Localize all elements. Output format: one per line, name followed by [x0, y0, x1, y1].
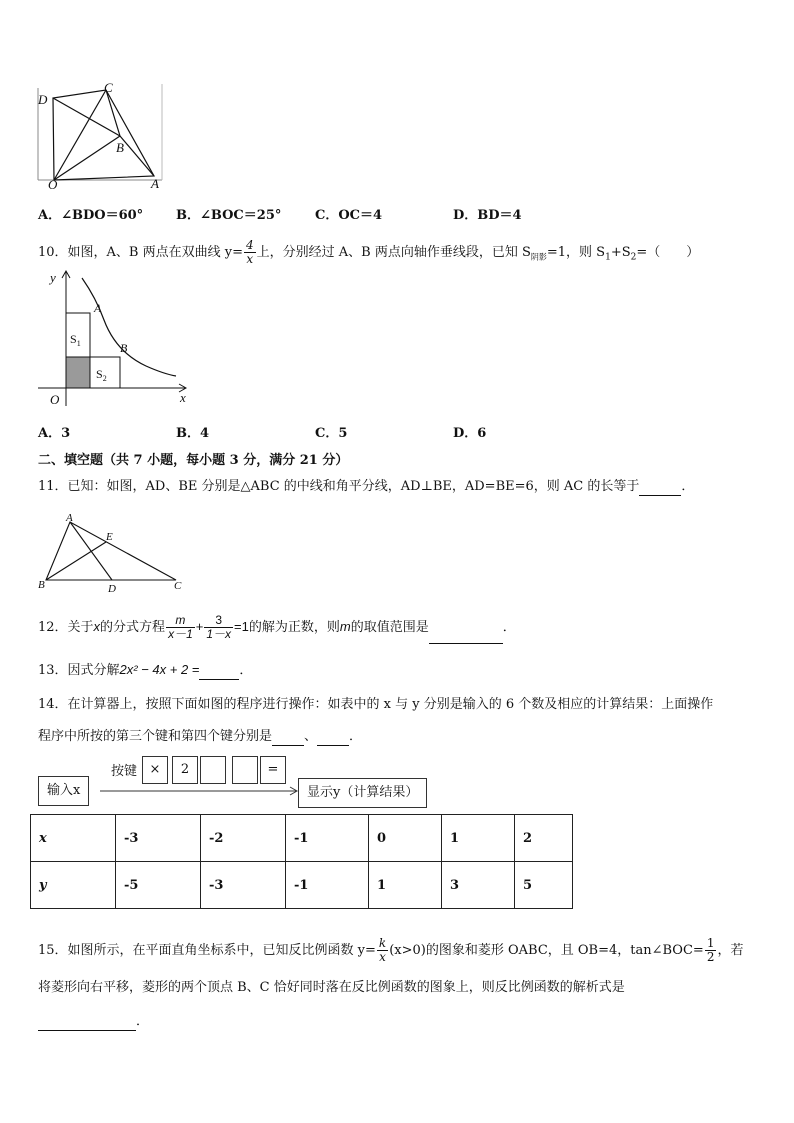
- q10-number: 10．: [38, 245, 68, 260]
- q14-line-1: 14．在计算器上，按照下面如图的程序进行操作：如表中的 x 与 y 分别是输入的 6 个数及相应的计算结果：上面操作: [38, 697, 714, 712]
- q14-y-cell: 5: [515, 862, 573, 909]
- q14-row-y: [31, 862, 573, 909]
- q14-x-cell: 1: [442, 815, 515, 862]
- q14-end: ．: [349, 729, 363, 744]
- q14-x-cell: -2: [201, 815, 286, 862]
- q15-fraction-tan: [705, 937, 717, 964]
- q14-answer-blank-1[interactable]: [272, 729, 304, 746]
- q12-text-b: 的分式方程: [100, 620, 166, 635]
- q9-option-a: A．∠BDO＝60°: [38, 208, 144, 223]
- q14-x-label: x: [31, 815, 116, 862]
- q10-option-c: C．5: [315, 426, 348, 441]
- q11-label-b: B: [38, 579, 45, 591]
- q10-frac-num: 4: [246, 238, 254, 252]
- q14-y-cell: -5: [116, 862, 201, 909]
- q9-option-c: C．OC＝4: [315, 208, 383, 223]
- q14-program-diagram: [38, 756, 468, 812]
- q10-label-o: O: [50, 392, 60, 407]
- q10-text-c: =1，则 S: [546, 245, 606, 260]
- q14-y-cell: -3: [201, 862, 286, 909]
- q9-option-b: B．∠BOC＝25°: [176, 208, 282, 223]
- q11-label-c: C: [174, 580, 182, 592]
- q14-key-4: [232, 756, 258, 784]
- q11-label-d: D: [108, 583, 116, 594]
- q14-key-1: ×: [142, 756, 168, 784]
- q10-label-s2: $S_2$: [96, 367, 107, 383]
- q15-text-a: 15．如图所示，在平面直角坐标系中，已知反比例函数 y=: [38, 943, 376, 958]
- q15-end: ．: [136, 1014, 150, 1029]
- q10-plus: +S: [610, 245, 631, 260]
- q9-label-a: A: [151, 176, 159, 191]
- q10-s1-sub: 1: [605, 252, 611, 263]
- q12-f1-den: x－1: [168, 627, 193, 641]
- q15-frac-num: k: [378, 936, 387, 950]
- q14-keys: [142, 756, 292, 784]
- q12-fraction-1: [166, 614, 195, 641]
- q13-stem: [38, 662, 252, 680]
- q9-label-d: D: [38, 92, 48, 107]
- q14-input-box: 输入x: [38, 776, 89, 806]
- q10-label-y: y: [50, 270, 56, 285]
- q11-label-e: E: [106, 531, 113, 543]
- q10-frac-den: x: [246, 252, 254, 266]
- q9-figure: [34, 80, 166, 192]
- q11-text: 11．已知：如图，AD、BE 分别是△ABC 的中线和角平分线，AD⊥BE，AD=BE=6，则 AC 的长等于: [38, 479, 640, 494]
- q10-option-a: A．3: [38, 426, 71, 441]
- q14-y-cell: 3: [442, 862, 515, 909]
- q14-answer-blank-2[interactable]: [317, 729, 349, 746]
- q15-tan-num: 1: [706, 936, 715, 950]
- q14-display-box: 显示y（计算结果）: [298, 778, 427, 808]
- q11-end: ．: [681, 479, 695, 494]
- q11-answer-blank[interactable]: [639, 479, 681, 496]
- q13-text-a: 13．因式分解: [38, 663, 120, 678]
- q14-arrow: [100, 786, 300, 796]
- q15-line-3: [38, 1014, 149, 1031]
- q9-label-b: B: [116, 140, 124, 155]
- q15-line-2: 将菱形向右平移，菱形的两个顶点 B、C 恰好同时落在反比例函数的图象上，则反比例函数的解析式是: [38, 980, 625, 995]
- q12-eq: =1: [234, 619, 249, 634]
- q10-text-b: 上，分别经过 A、B 两点向轴作垂线段，已知 S: [256, 245, 531, 260]
- q15-tan-den: 2: [706, 950, 715, 964]
- q14-y-cell: 1: [369, 862, 442, 909]
- q13-expression: 2x² − 4x + 2 =: [119, 662, 200, 677]
- q10-label-s1: $S_1$: [70, 332, 81, 348]
- q10-s2-sub: 2: [630, 252, 637, 263]
- q10-option-b: B．4: [176, 426, 210, 441]
- q15-line-1: [38, 934, 743, 968]
- q15-text-b: (x>0)的图象和菱形 OABC，且 OB=4，tan∠BOC=: [389, 943, 704, 958]
- q14-y-label: y: [31, 862, 116, 909]
- q14-sep: 、: [304, 729, 318, 744]
- q14-press-label: 按键: [111, 764, 138, 779]
- q10-text-a: 如图，A、B 两点在双曲线 y=: [67, 245, 243, 260]
- q14-line-2-text: 程序中所按的第三个键和第四个键分别是: [38, 729, 273, 744]
- q13-end: ．: [239, 663, 253, 678]
- q11-figure: [36, 512, 186, 594]
- q10-label-b: B: [120, 341, 128, 355]
- q10-sub-shadow: 阴影: [530, 252, 547, 262]
- q14-x-cell: 0: [369, 815, 442, 862]
- q14-line-2: [38, 729, 362, 746]
- q12-fraction-2: [204, 614, 233, 641]
- q14-x-cell: -1: [286, 815, 369, 862]
- q11-label-a: A: [66, 512, 73, 524]
- q12-text-c: 的解为正数，则: [248, 620, 340, 635]
- q12-var-m: m: [339, 619, 351, 634]
- q15-text-c: ，若: [717, 943, 744, 958]
- q14-row-x: [31, 815, 573, 862]
- q13-answer-blank[interactable]: [199, 663, 239, 680]
- q12-text-a: 12．关于: [38, 620, 94, 635]
- q14-key-2: 2: [172, 756, 198, 784]
- q10-label-x: x: [180, 390, 186, 405]
- q15-frac-den: x: [379, 950, 386, 964]
- q12-var-x: x: [93, 619, 101, 634]
- q12-plus: +: [195, 619, 204, 634]
- q12-f2-den: 1－x: [206, 627, 232, 641]
- q10-label-a: A: [94, 301, 102, 315]
- q14-key-3: [200, 756, 226, 784]
- q9-label-c: C: [104, 80, 113, 95]
- q12-f2-num: 3: [204, 614, 233, 628]
- q14-table: [30, 814, 573, 909]
- q9-label-o: O: [48, 177, 58, 192]
- q12-answer-blank[interactable]: [429, 613, 503, 644]
- q10-fraction: [244, 239, 256, 266]
- q15-answer-blank[interactable]: [38, 1014, 136, 1031]
- q9-option-d: D．BD＝4: [453, 208, 522, 223]
- q12-end: ．: [502, 620, 516, 635]
- q11-stem: [38, 479, 694, 496]
- q14-x-cell: 2: [515, 815, 573, 862]
- q12-stem: [38, 612, 516, 644]
- q10-figure: [36, 268, 196, 412]
- q10-text-d: =（ ）: [636, 245, 700, 260]
- q14-key-5: =: [260, 756, 286, 784]
- q14-y-cell: -1: [286, 862, 369, 909]
- q12-f1-num: m: [166, 614, 195, 628]
- q10-option-d: D．6: [453, 426, 487, 441]
- q12-text-d: 的取值范围是: [350, 620, 429, 635]
- q14-x-cell: -3: [116, 815, 201, 862]
- q15-fraction-k: [377, 937, 388, 964]
- section2-title: 二、填空题（共 7 小题，每小题 3 分，满分 21 分）: [38, 453, 349, 468]
